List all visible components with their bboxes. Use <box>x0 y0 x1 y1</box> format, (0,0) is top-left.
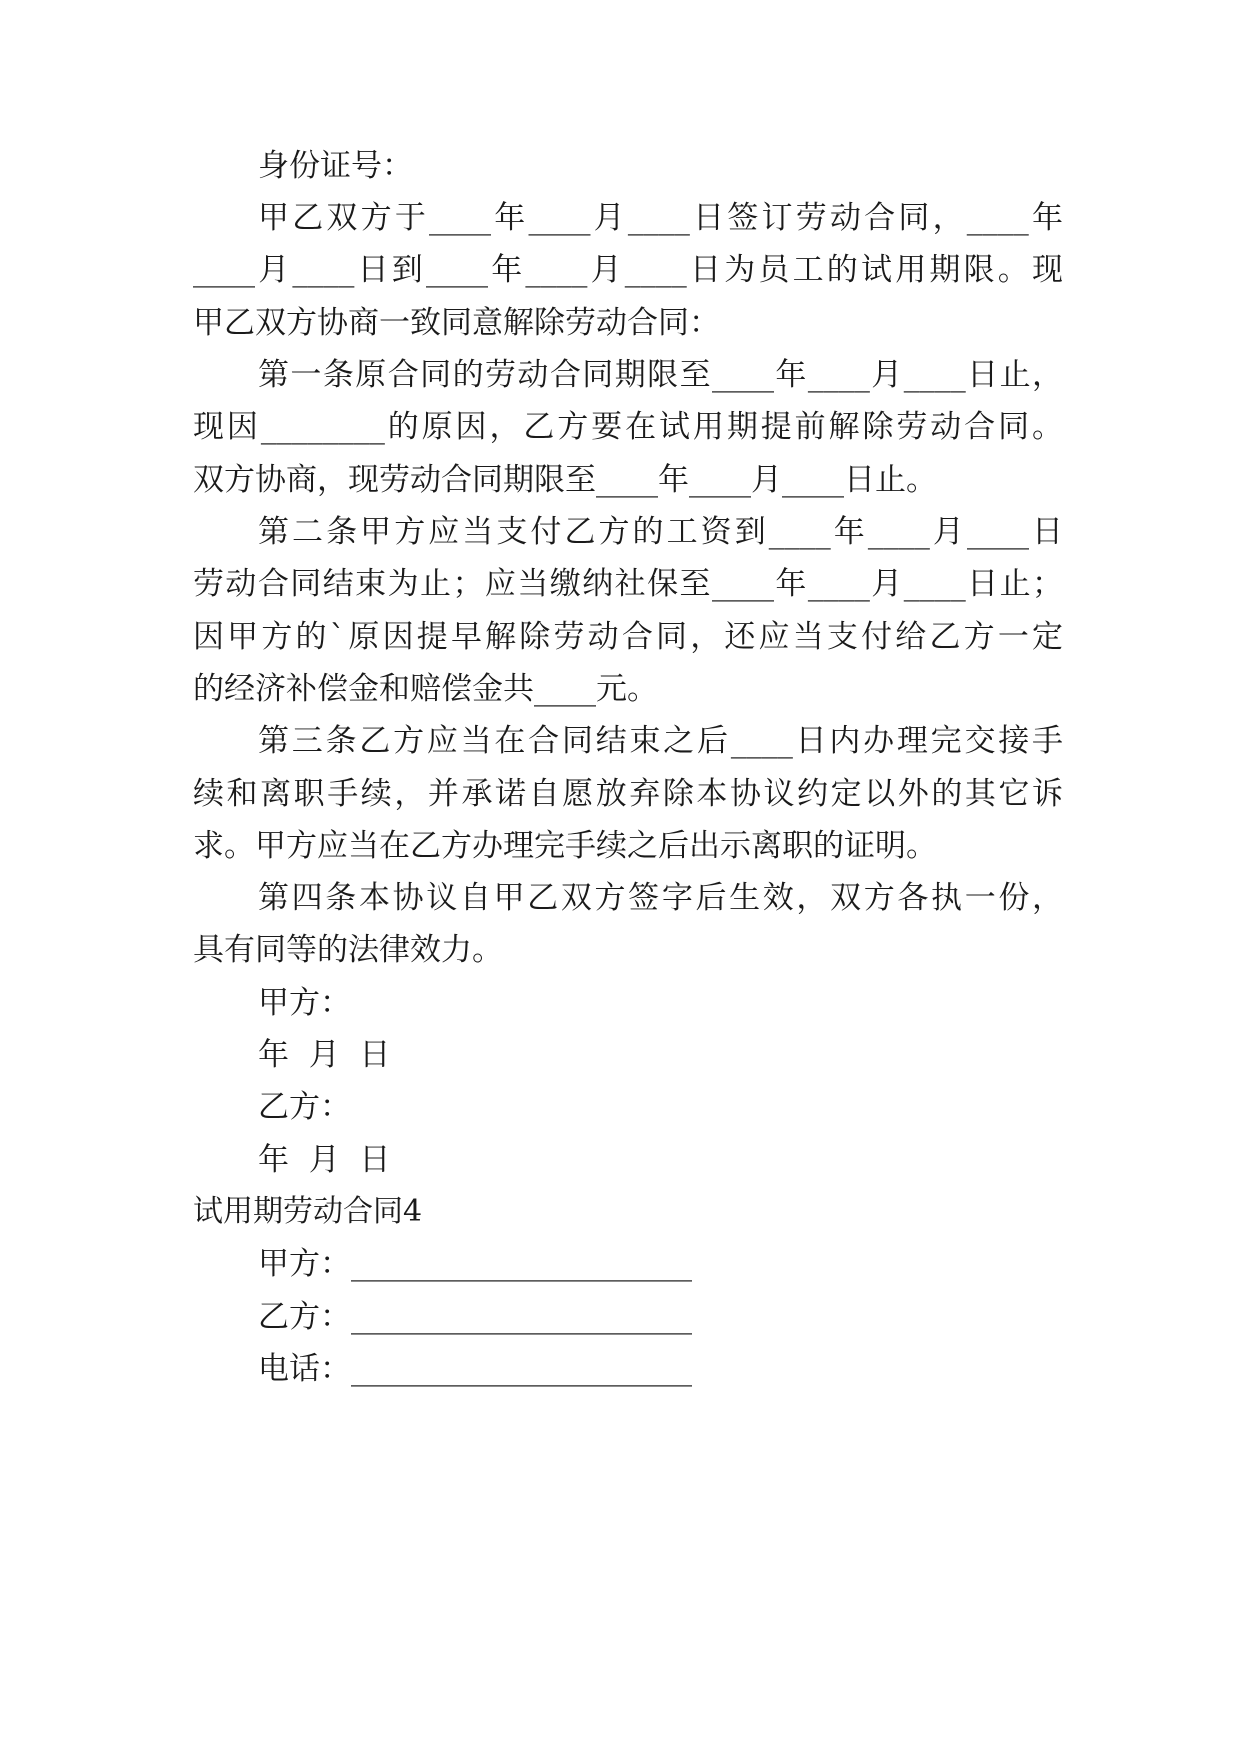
article-1-line: 第一条原合同的劳动合同期限至____年____月____日止， <box>258 357 1063 393</box>
paragraph-line: ____月____日到____年____月____日为员工的试用期限。现 <box>193 252 1063 288</box>
article-4-line: 具有同等的法律效力。 <box>193 932 503 968</box>
party-b-field: 乙方：______________________ <box>258 1299 692 1335</box>
party-a-field: 甲方：______________________ <box>258 1246 692 1282</box>
article-3-line: 第三条乙方应当在合同结束之后____日内办理完交接手 <box>258 723 1063 759</box>
paragraph-line: 甲乙双方协商一致同意解除劳动合同： <box>193 305 720 341</box>
article-4-line: 第四条本协议自甲乙双方签字后生效，双方各执一份， <box>258 880 1063 916</box>
article-1-line: 现因________的原因，乙方要在试用期提前解除劳动合同。 <box>193 409 1063 445</box>
party-a-signature-label: 甲方： <box>258 985 351 1021</box>
paragraph-line: 甲乙双方于____年____月____日签订劳动合同，____年 <box>258 200 1063 236</box>
party-b-signature-label: 乙方： <box>258 1089 351 1125</box>
party-a-date: 年 月 日 <box>258 1037 391 1073</box>
section-title: 试用期劳动合同4 <box>193 1194 423 1229</box>
article-3-line: 续和离职手续，并承诺自愿放弃除本协议约定以外的其它诉 <box>193 776 1063 812</box>
id-number-line: 身份证号： <box>258 148 413 184</box>
article-2-line: 的经济补偿金和赔偿金共____元。 <box>193 671 658 707</box>
article-2-line: 劳动合同结束为止；应当缴纳社保至____年____月____日止； <box>193 566 1063 602</box>
article-3-line: 求。甲方应当在乙方办理完手续之后出示离职的证明。 <box>193 828 937 864</box>
party-b-date: 年 月 日 <box>258 1142 391 1178</box>
article-2-line: 因甲方的`原因提早解除劳动合同，还应当支付给乙方一定 <box>193 619 1063 655</box>
article-1-line: 双方协商，现劳动合同期限至____年____月____日止。 <box>193 462 937 498</box>
article-2-line: 第二条甲方应当支付乙方的工资到____年____月____日 <box>258 514 1063 550</box>
phone-field: 电话：______________________ <box>258 1351 692 1387</box>
